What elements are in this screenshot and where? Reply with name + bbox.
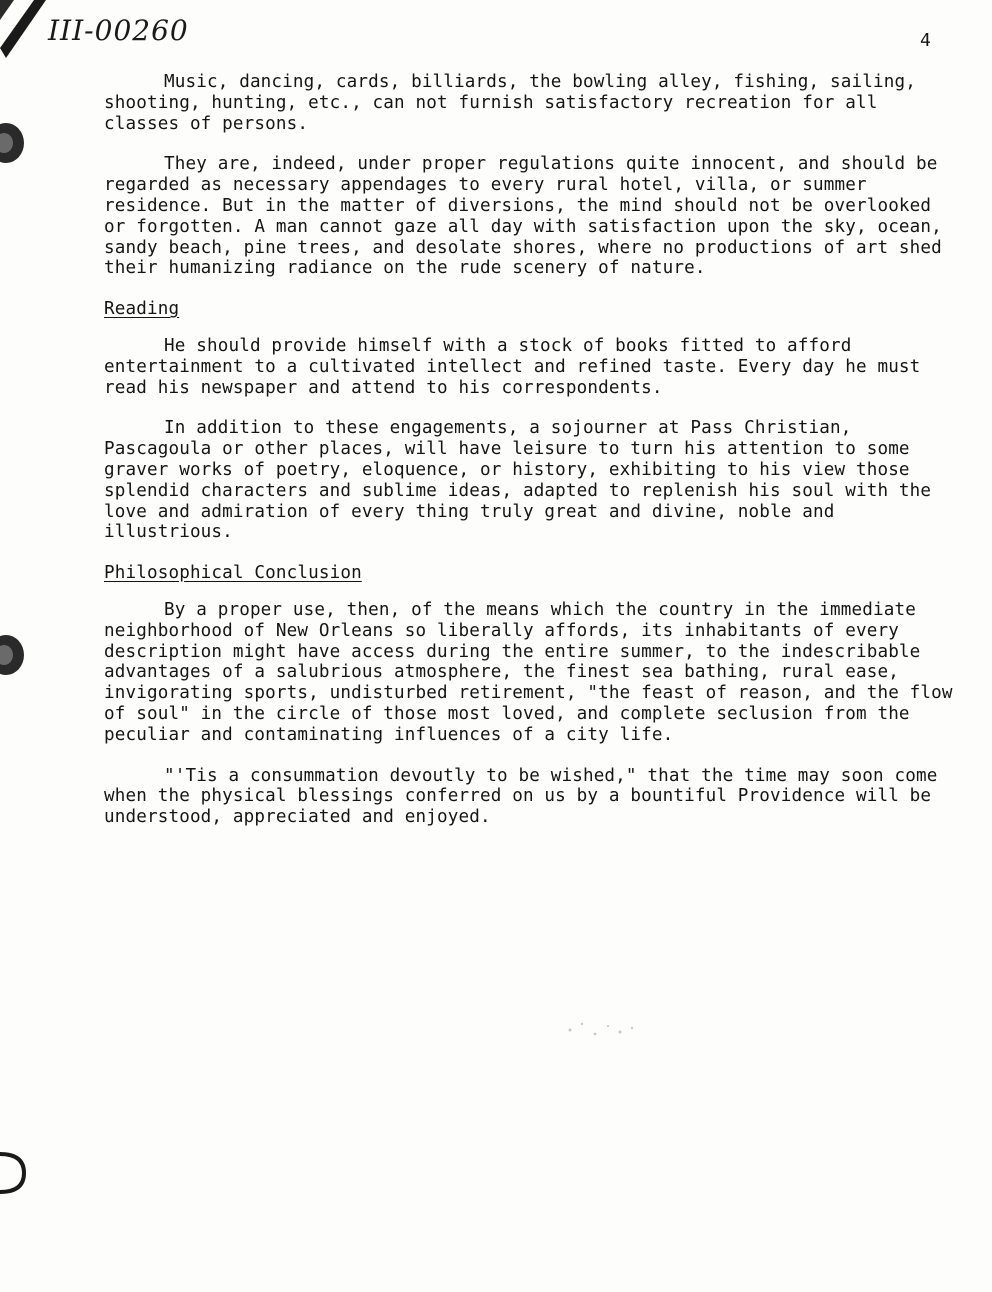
document-body — [104, 72, 954, 848]
punch-hole-top — [0, 118, 30, 168]
section-heading-philosophical-conclusion: Philosophical Conclusion — [104, 563, 362, 584]
punch-hole-middle — [0, 630, 30, 680]
paragraph: They are, indeed, under proper regulations quite innocent, and should be regarded as necessary appendages to every rural hotel, villa, or summer residence. But in the matter of diversions, the mind should not be overlooked or forgotten. A man cannot gaze all day with satisfaction upon the sky, ocean, sandy beach, pine trees, and desolate shores, where no productions of art shed their humanizing radiance on the rude scenery of nature. — [104, 154, 942, 279]
paragraph: "'Tis a consummation devoutly to be wished," that the time may soon come when the physical blessings conferred on us by a bountiful Providence will be understood, appreciated and enjoyed. — [104, 765, 938, 828]
punch-hole-bottom — [0, 1148, 30, 1198]
section-heading-reading: Reading — [104, 299, 180, 320]
paragraph: In addition to these engagements, a sojourner at Pass Christian, Pascagoula or other places, will have leisure to turn his attention to some graver works of poetry, eloquence, or history, exhibiting to his view those splendid characters and sublime ideas, adapted to replenish his soul with the love and admiration of every thing truly great and divine, noble and illustrious. — [104, 418, 932, 543]
document-id-stamp: III-00260 — [48, 14, 189, 47]
paragraph: By a proper use, then, of the means which the country in the immediate neighborhood of New Orleans so liberally affords, its inhabitants of every description might have access during the entire summer, to the indescribable advantages of a salubrious atmosphere, the finest sea bathing, rural ease, invigorating sports, undisturbed retirement, "the feast of reason, and the flow of soul" in the circle of those most loved, and complete seclusion from the peculiar and contaminating influences of a city life. — [104, 599, 953, 745]
page-number: 4 — [920, 30, 931, 51]
paragraph: He should provide himself with a stock of books fitted to afford entertainment to a cultivated intellect and refined taste. Every day he must read his newspaper and attend to his correspondents. — [104, 335, 921, 398]
faint-smudge — [560, 1010, 650, 1050]
paragraph: Music, dancing, cards, billiards, the bowling alley, fishing, sailing, shooting, hunting, etc., can not furnish satisfactory recreation for all classes of persons. — [104, 72, 916, 134]
